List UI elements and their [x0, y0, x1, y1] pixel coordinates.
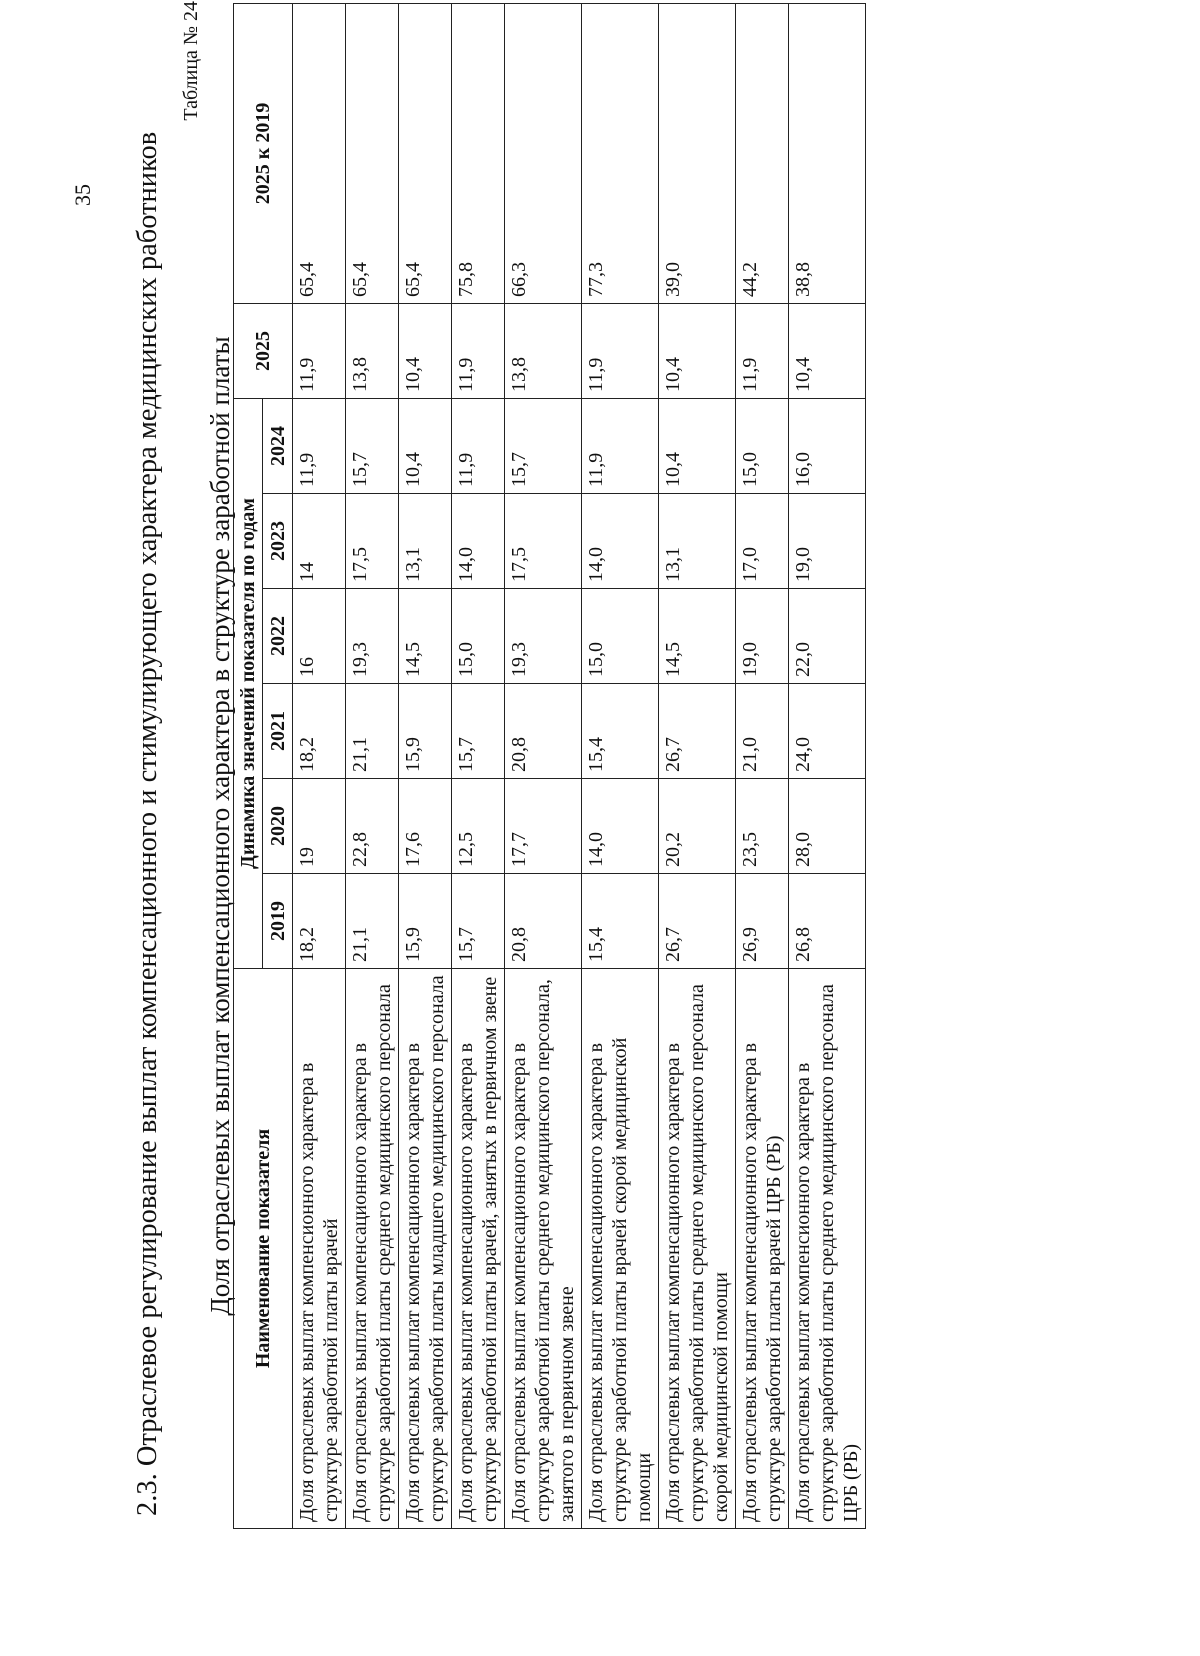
year-value-cell: 11,9	[582, 303, 659, 398]
indicator-name-cell: Доля отраслевых выплат компенсационного характера в структуре заработной платы среднего медицинского персонала, занятого в первичном звене	[505, 969, 582, 1529]
year-value-cell: 10,4	[399, 398, 452, 493]
year-value-cell: 15,4	[582, 684, 659, 779]
table-row	[789, 3, 866, 1528]
year-value-cell: 10,4	[659, 398, 736, 493]
change-value-cell: 38,8	[789, 3, 866, 303]
year-value-cell: 15,0	[582, 589, 659, 684]
year-value-cell: 11,9	[582, 398, 659, 493]
name-column-header: Наименование показателя	[234, 969, 293, 1529]
change-value-cell: 39,0	[659, 3, 736, 303]
year-value-cell: 17,6	[399, 779, 452, 874]
year-value-cell: 14,0	[582, 779, 659, 874]
table-row	[659, 3, 736, 1528]
year-value-cell: 15,7	[505, 398, 582, 493]
change-value-cell: 65,4	[293, 3, 346, 303]
table-row	[736, 3, 789, 1528]
change-value-cell: 65,4	[346, 3, 399, 303]
year-value-cell: 13,1	[399, 494, 452, 589]
header-row	[234, 3, 263, 1528]
year-value-cell: 15,9	[399, 684, 452, 779]
page-number: 35	[70, 184, 95, 206]
year-value-cell: 15,7	[452, 684, 505, 779]
table-number: Таблица № 24	[180, 1, 202, 121]
year-value-cell: 16,0	[789, 398, 866, 493]
year-value-cell: 14,0	[582, 494, 659, 589]
year-header: 2021	[263, 684, 293, 779]
section-heading: 2.3. Отраслевое регулирование выплат компенсационного и стимулирующего характера медицинских работников	[132, 131, 163, 1516]
change-value-cell: 65,4	[399, 3, 452, 303]
table-body	[293, 3, 866, 1528]
year-value-cell: 15,9	[399, 874, 452, 969]
year-value-cell: 20,2	[659, 779, 736, 874]
year-value-cell: 15,0	[452, 589, 505, 684]
change-value-cell: 66,3	[505, 3, 582, 303]
year-value-cell: 15,4	[582, 874, 659, 969]
year-value-cell: 10,4	[789, 303, 866, 398]
year-value-cell: 17,5	[346, 494, 399, 589]
table-row	[505, 3, 582, 1528]
year-value-cell: 15,7	[346, 398, 399, 493]
year-value-cell: 19	[293, 779, 346, 874]
year-header: 2022	[263, 589, 293, 684]
indicator-name-cell: Доля отраслевых выплат компенсионного характера в структуре заработной платы врачей	[293, 969, 346, 1529]
table-caption: Доля отраслевых выплат компенсационного характера в структуре заработной платы	[205, 336, 235, 1316]
year-value-cell: 11,9	[452, 398, 505, 493]
table-row	[452, 3, 505, 1528]
table-row	[582, 3, 659, 1528]
year-value-cell: 18,2	[293, 684, 346, 779]
year-value-cell: 23,5	[736, 779, 789, 874]
year-header: 2019	[263, 874, 293, 969]
year-value-cell: 20,8	[505, 684, 582, 779]
year-value-cell: 21,0	[736, 684, 789, 779]
year-header: 2025	[234, 303, 293, 398]
year-value-cell: 13,8	[346, 303, 399, 398]
year-value-cell: 12,5	[452, 779, 505, 874]
year-value-cell: 19,0	[789, 494, 866, 589]
year-value-cell: 10,4	[659, 303, 736, 398]
year-value-cell: 15,7	[452, 874, 505, 969]
year-header: 2020	[263, 779, 293, 874]
indicator-name-cell: Доля отраслевых выплат компенсационного характера в структуре заработной платы врачей скорой медицинской помощи	[582, 969, 659, 1529]
indicator-name-cell: Доля отраслевых выплат компенсационного характера в структуре заработной платы среднего медицинского персонала скорой медицинской помощи	[659, 969, 736, 1529]
indicator-name-cell: Доля отраслевых выплат компенсионного характера в структуре заработной платы среднего медицинского персонала ЦРБ (РБ)	[789, 969, 866, 1529]
year-header: 2023	[263, 494, 293, 589]
year-value-cell: 26,7	[659, 874, 736, 969]
year-value-cell: 14,5	[399, 589, 452, 684]
dynamics-header: Динамика значений показателя по годам	[234, 398, 263, 968]
table-row	[399, 3, 452, 1528]
year-value-cell: 21,1	[346, 874, 399, 969]
year-value-cell: 11,9	[736, 303, 789, 398]
year-value-cell: 11,9	[293, 398, 346, 493]
year-value-cell: 24,0	[789, 684, 866, 779]
indicators-table	[233, 3, 866, 1529]
change-value-cell: 75,8	[452, 3, 505, 303]
change-value-cell: 44,2	[736, 3, 789, 303]
year-value-cell: 10,4	[399, 303, 452, 398]
indicator-name-cell: Доля отраслевых выплат компенсационного характера в структуре заработной платы врачей, занятых в первичном звене	[452, 969, 505, 1529]
year-value-cell: 17,7	[505, 779, 582, 874]
indicator-name-cell: Доля отраслевых выплат компенсационного характера в структуре заработной платы среднего медицинского персонала	[346, 969, 399, 1529]
year-value-cell: 15,0	[736, 398, 789, 493]
year-value-cell: 19,3	[505, 589, 582, 684]
year-value-cell: 16	[293, 589, 346, 684]
year-value-cell: 17,5	[505, 494, 582, 589]
year-value-cell: 28,0	[789, 779, 866, 874]
year-value-cell: 11,9	[452, 303, 505, 398]
year-value-cell: 14,5	[659, 589, 736, 684]
table-row	[346, 3, 399, 1528]
year-value-cell: 26,7	[659, 684, 736, 779]
year-value-cell: 11,9	[293, 303, 346, 398]
indicator-name-cell: Доля отраслевых выплат компенсационного характера в структуре заработной платы младшего медицинского персонала	[399, 969, 452, 1529]
change-value-cell: 77,3	[582, 3, 659, 303]
year-value-cell: 13,8	[505, 303, 582, 398]
year-value-cell: 17,0	[736, 494, 789, 589]
year-value-cell: 14	[293, 494, 346, 589]
year-value-cell: 19,3	[346, 589, 399, 684]
year-value-cell: 19,0	[736, 589, 789, 684]
year-value-cell: 26,8	[789, 874, 866, 969]
year-header: 2024	[263, 398, 293, 493]
table-row	[293, 3, 346, 1528]
year-value-cell: 22,0	[789, 589, 866, 684]
year-value-cell: 21,1	[346, 684, 399, 779]
year-value-cell: 18,2	[293, 874, 346, 969]
year-value-cell: 14,0	[452, 494, 505, 589]
indicator-name-cell: Доля отраслевых выплат компенсационного характера в структуре заработной платы врачей ЦРБ (РБ)	[736, 969, 789, 1529]
year-value-cell: 20,8	[505, 874, 582, 969]
year-value-cell: 22,8	[346, 779, 399, 874]
year-value-cell: 26,9	[736, 874, 789, 969]
change-column-header: 2025 к 2019	[234, 3, 293, 303]
year-value-cell: 13,1	[659, 494, 736, 589]
